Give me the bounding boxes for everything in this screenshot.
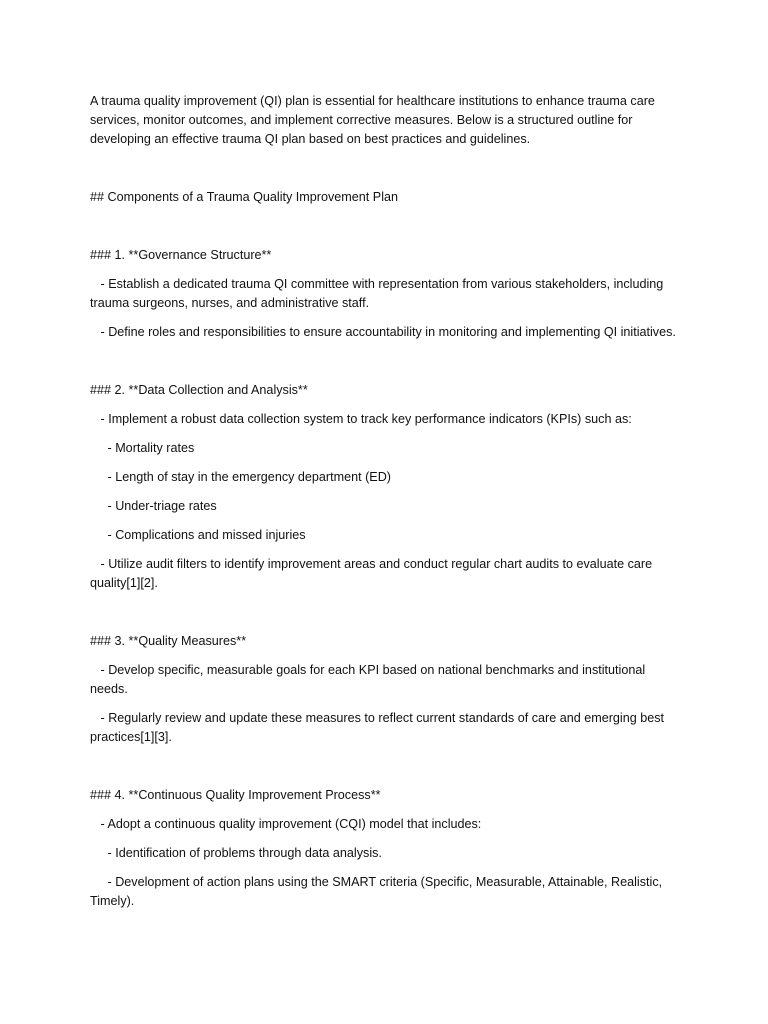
- section-4-heading: ### 4. **Continuous Quality Improvement Process**: [90, 788, 381, 802]
- section-3-item: - Develop specific, measurable goals for each KPI based on national benchmarks and institutional needs.: [90, 663, 649, 696]
- section-4-subitem: - Development of action plans using the SMART criteria (Specific, Measurable, Attainable, Realistic, Timely).: [90, 875, 666, 908]
- main-heading: ## Components of a Trauma Quality Improvement Plan: [90, 190, 398, 204]
- section-3-heading: ### 3. **Quality Measures**: [90, 634, 247, 648]
- section-2-subitem: - Mortality rates: [90, 441, 195, 455]
- section-2-subitem: - Length of stay in the emergency department (ED): [90, 470, 392, 484]
- section-4-subitem: - Identification of problems through data analysis.: [90, 846, 382, 860]
- section-2-subitem: - Under-triage rates: [90, 499, 217, 513]
- section-1-item: - Establish a dedicated trauma QI committee with representation from various stakeholders, including trauma surgeons, nurses, and administrative staff.: [90, 277, 667, 310]
- section-4-item: - Adopt a continuous quality improvement (CQI) model that includes:: [90, 817, 482, 831]
- section-1-item: - Define roles and responsibilities to ensure accountability in monitoring and implementing QI initiatives.: [90, 325, 676, 339]
- section-1-heading: ### 1. **Governance Structure**: [90, 248, 272, 262]
- section-2-item: - Implement a robust data collection system to track key performance indicators (KPIs) such as:: [90, 412, 632, 426]
- section-2-heading: ### 2. **Data Collection and Analysis**: [90, 383, 308, 397]
- document-page: [90, 92, 680, 911]
- section-3-item: - Regularly review and update these measures to reflect current standards of care and emerging best practices[1][3].: [90, 711, 668, 744]
- section-2-item: - Utilize audit filters to identify improvement areas and conduct regular chart audits to evaluate care quality[1][2].: [90, 557, 656, 590]
- intro-paragraph: A trauma quality improvement (QI) plan is essential for healthcare institutions to enhance trauma care services, monitor outcomes, and implement corrective measures. Below is a structured outline for developing an effective trauma QI plan based on best practices and guidelines.: [90, 94, 659, 146]
- section-2-subitem: - Complications and missed injuries: [90, 528, 306, 542]
